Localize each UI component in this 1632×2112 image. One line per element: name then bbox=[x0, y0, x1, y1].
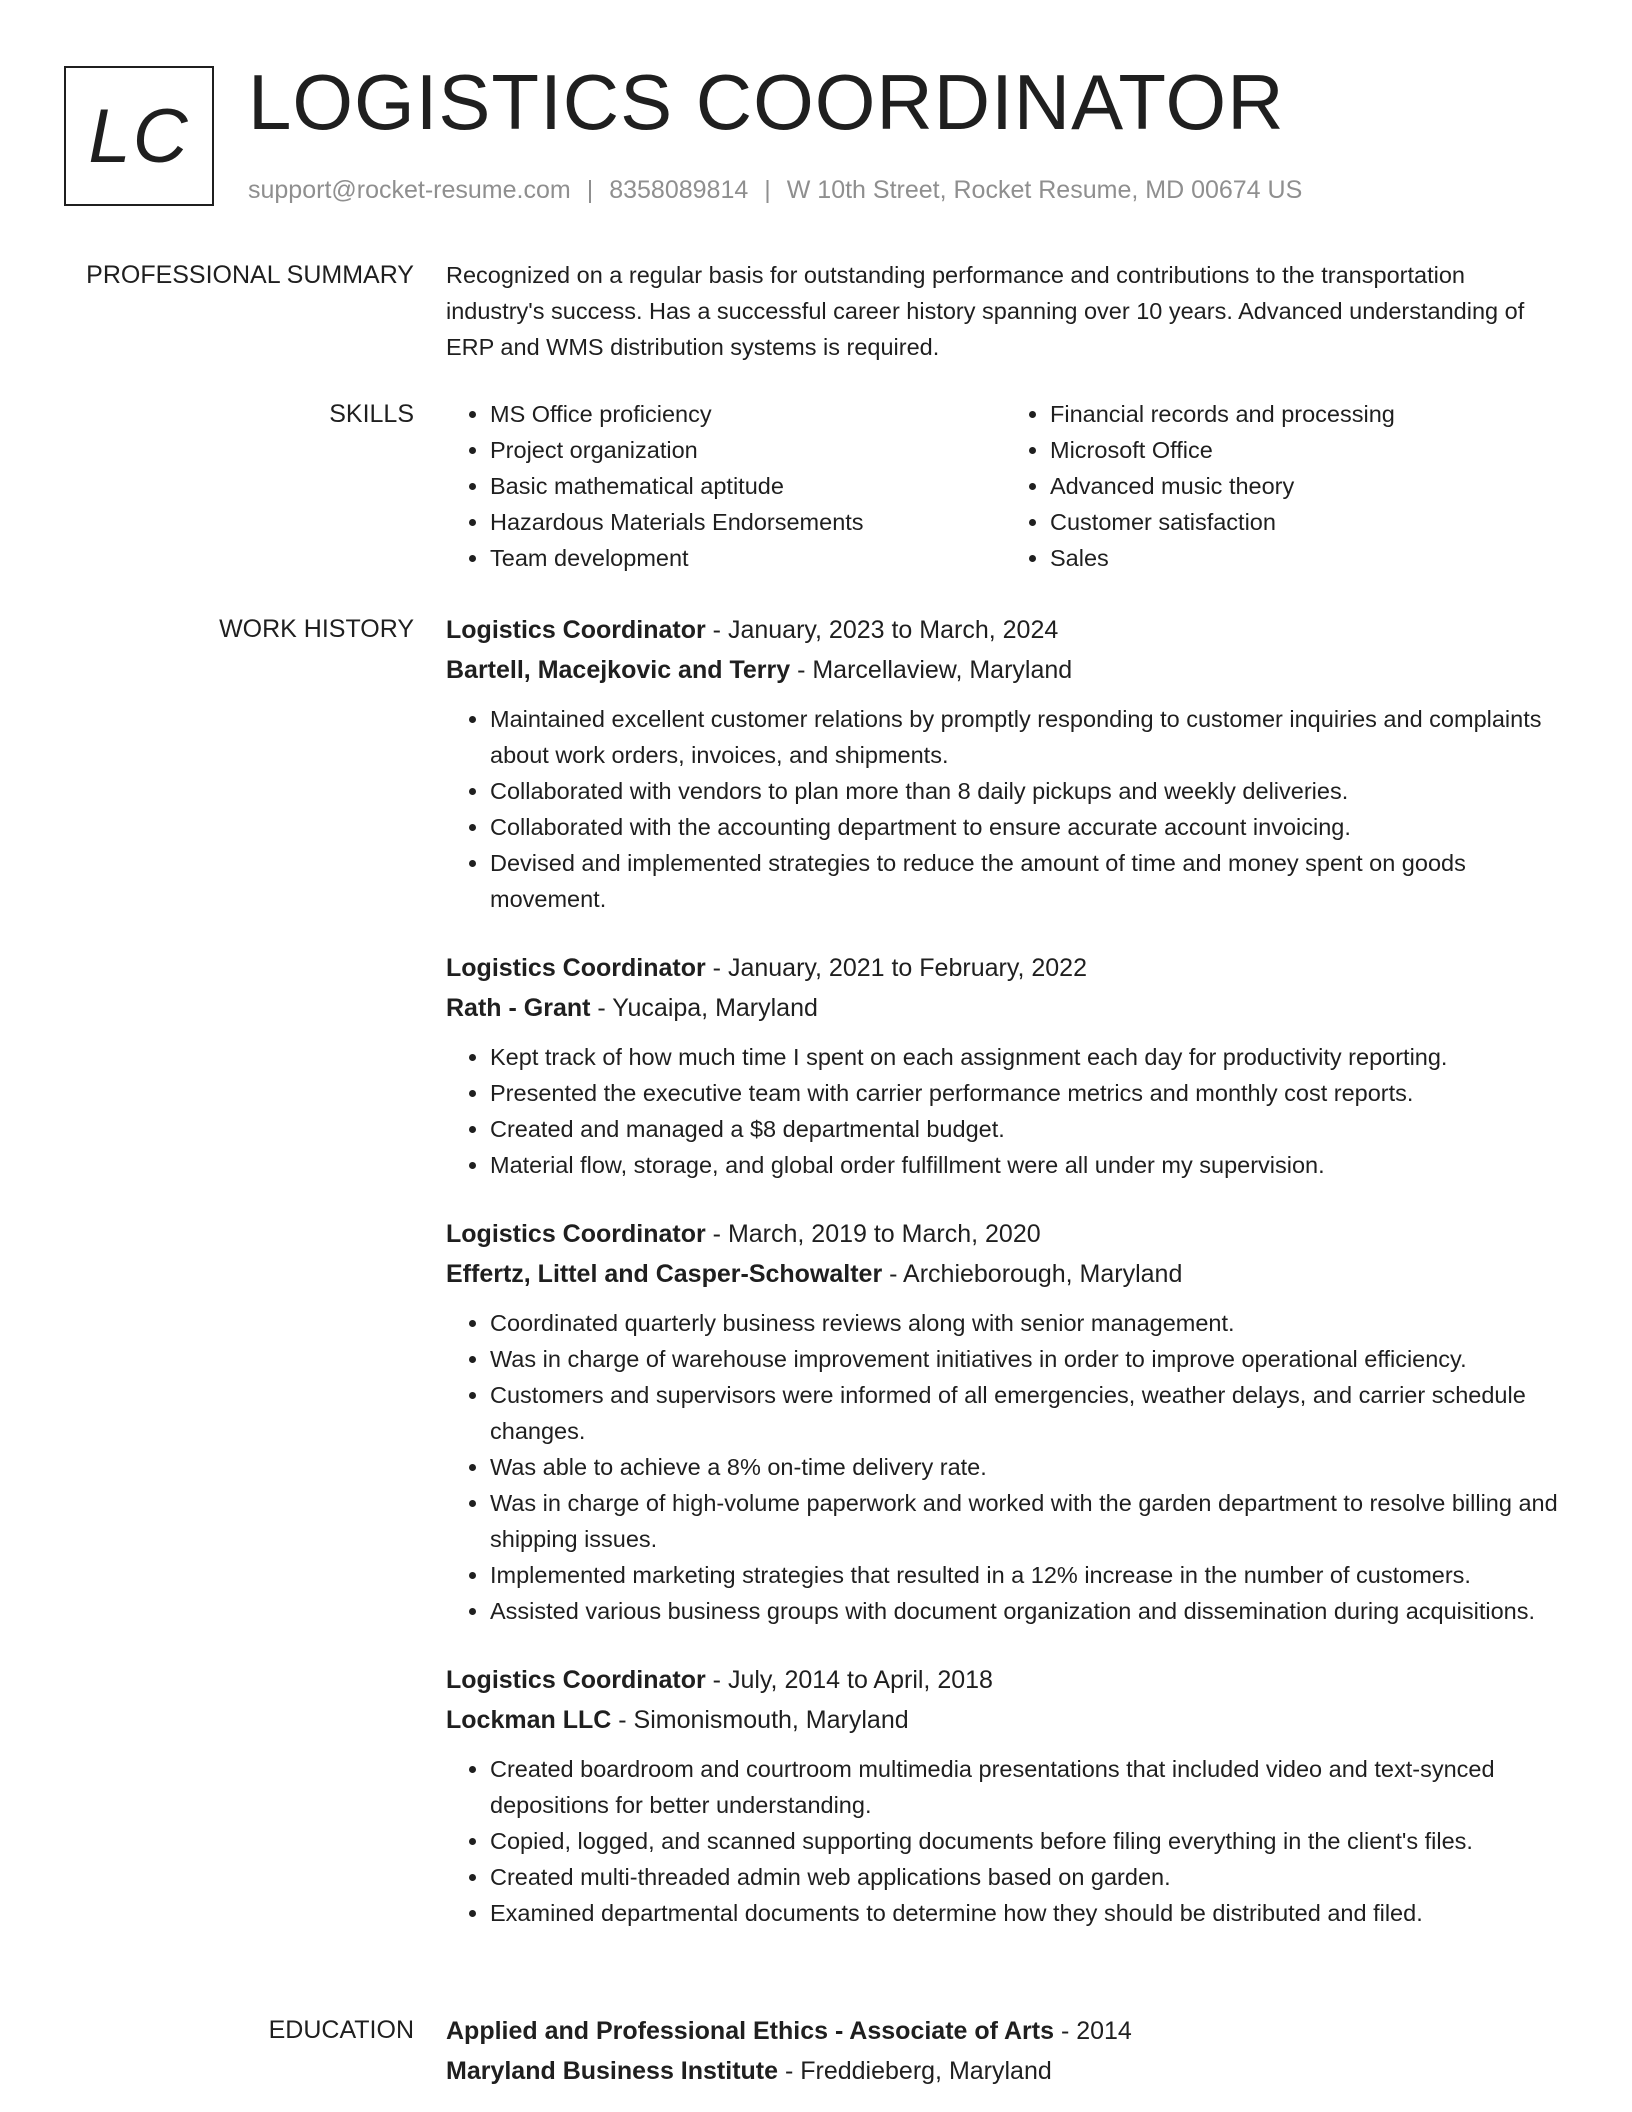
job-bullet: • Kept track of how much time I spent on each assignment each day for productivity reporting. bbox=[490, 1039, 1566, 1075]
job-bullet: • Implemented marketing strategies that resulted in a 12% increase in the number of customers. bbox=[490, 1557, 1566, 1593]
job-title-line bbox=[446, 949, 1566, 987]
job-location: - Yucaipa, Maryland bbox=[590, 994, 818, 1022]
summary-text: Recognized on a regular basis for outstanding performance and contributions to the transportation industry's success. Has a successful career history spanning over 10 years. Advanced understanding of ERP and WMS distribution systems is required. bbox=[446, 262, 1525, 360]
job-bullet: • Created multi-threaded admin web applications based on garden. bbox=[490, 1859, 1566, 1895]
job-bullet: • Coordinated quarterly business reviews along with senior management. bbox=[490, 1305, 1566, 1341]
skills-list-left bbox=[446, 396, 1006, 576]
job-dates: - July, 2014 to April, 2018 bbox=[705, 1666, 993, 1694]
job-title: Logistics Coordinator bbox=[446, 954, 706, 982]
job-bullet: • Collaborated with vendors to plan more than 8 daily pickups and weekly deliveries. bbox=[490, 773, 1566, 809]
job-bullet: • Material flow, storage, and global order fulfillment were all under my supervision. bbox=[490, 1147, 1566, 1183]
job-location: - Marcellaview, Maryland bbox=[790, 656, 1073, 684]
job-bullet: • Copied, logged, and scanned supporting documents before filing everything in the client's files. bbox=[490, 1823, 1566, 1859]
skills-label: SKILLS bbox=[329, 400, 414, 428]
job-company-line bbox=[446, 1701, 1566, 1739]
job-company-line bbox=[446, 1255, 1566, 1293]
job-bullet: • Created boardroom and courtroom multimedia presentations that included video and text-synced depositions for better understanding. bbox=[490, 1751, 1566, 1823]
job-bullet: • Presented the executive team with carrier performance metrics and monthly cost reports. bbox=[490, 1075, 1566, 1111]
job-company-line bbox=[446, 651, 1566, 689]
job-title-line bbox=[446, 1661, 1566, 1699]
summary-body bbox=[446, 257, 1566, 365]
skill-item: • Project organization bbox=[490, 432, 1006, 468]
job-bullet: • Assisted various business groups with document organization and dissemination during acquisitions. bbox=[490, 1593, 1566, 1629]
job-location: - Archieborough, Maryland bbox=[882, 1260, 1183, 1288]
job-bullet: • Examined departmental documents to determine how they should be distributed and filed. bbox=[490, 1895, 1566, 1931]
job-dates: - January, 2021 to February, 2022 bbox=[705, 954, 1087, 982]
summary-label: PROFESSIONAL SUMMARY bbox=[86, 261, 414, 289]
skill-item: • Basic mathematical aptitude bbox=[490, 468, 1006, 504]
job-bullets bbox=[446, 701, 1566, 917]
job-location: - Simonismouth, Maryland bbox=[611, 1706, 909, 1734]
education-year: - 2014 bbox=[1054, 2017, 1132, 2045]
skill-item: • Customer satisfaction bbox=[1050, 504, 1566, 540]
skills-body bbox=[446, 396, 1566, 576]
page-title: LOGISTICS COORDINATOR bbox=[248, 58, 1285, 146]
education-school-line bbox=[446, 2052, 1566, 2090]
work-label: WORK HISTORY bbox=[219, 615, 414, 643]
job-entry bbox=[446, 949, 1566, 1183]
job-title-line bbox=[446, 611, 1566, 649]
job-title-line bbox=[446, 1215, 1566, 1253]
skill-item: • Advanced music theory bbox=[1050, 468, 1566, 504]
skills-list-right bbox=[1006, 396, 1566, 576]
job-bullets bbox=[446, 1305, 1566, 1629]
job-dates: - January, 2023 to March, 2024 bbox=[705, 616, 1059, 644]
skill-item: • Microsoft Office bbox=[1050, 432, 1566, 468]
education-label: EDUCATION bbox=[268, 2016, 414, 2044]
job-bullets bbox=[446, 1751, 1566, 1931]
education-school: Maryland Business Institute bbox=[446, 2057, 779, 2085]
work-body bbox=[446, 611, 1566, 1931]
job-bullet: • Collaborated with the accounting department to ensure accurate account invoicing. bbox=[490, 809, 1566, 845]
job-company: Rath - Grant bbox=[446, 994, 591, 1022]
job-company-line bbox=[446, 989, 1566, 1027]
contact-line bbox=[248, 172, 1302, 208]
job-entry bbox=[446, 611, 1566, 917]
job-bullet: • Was in charge of high-volume paperwork and worked with the garden department to resolve billing and shipping issues. bbox=[490, 1485, 1566, 1557]
contact-email[interactable]: support@rocket-resume.com bbox=[248, 176, 571, 204]
job-title: Logistics Coordinator bbox=[446, 1666, 706, 1694]
contact-separator: | bbox=[764, 176, 771, 204]
job-dates: - March, 2019 to March, 2020 bbox=[705, 1220, 1041, 1248]
job-title: Logistics Coordinator bbox=[446, 616, 706, 644]
contact-separator: | bbox=[586, 176, 594, 204]
job-company: Lockman LLC bbox=[446, 1706, 612, 1734]
job-bullet: • Devised and implemented strategies to reduce the amount of time and money spent on goods movement. bbox=[490, 845, 1566, 917]
contact-address: W 10th Street, Rocket Resume, MD 00674 US bbox=[786, 176, 1303, 204]
education-location: - Freddieberg, Maryland bbox=[778, 2057, 1052, 2085]
monogram-logo: LC bbox=[64, 66, 214, 206]
job-entry bbox=[446, 1215, 1566, 1629]
job-bullet: • Was in charge of warehouse improvement initiatives in order to improve operational efficiency. bbox=[490, 1341, 1566, 1377]
job-company: Effertz, Littel and Casper-Schowalter bbox=[446, 1260, 883, 1288]
skill-item: • Hazardous Materials Endorsements bbox=[490, 504, 1006, 540]
education-degree-line bbox=[446, 2012, 1566, 2050]
job-company: Bartell, Macejkovic and Terry bbox=[446, 656, 791, 684]
contact-phone[interactable]: 8358089814 bbox=[609, 176, 749, 204]
skill-item: • Sales bbox=[1050, 540, 1566, 576]
education-body bbox=[446, 2012, 1566, 2090]
job-bullet: • Maintained excellent customer relations by promptly responding to customer inquiries and complaints about work orders, invoices, and shipments. bbox=[490, 701, 1566, 773]
job-bullet: • Customers and supervisors were informed of all emergencies, weather delays, and carrier schedule changes. bbox=[490, 1377, 1566, 1449]
job-bullet: • Created and managed a $8 departmental budget. bbox=[490, 1111, 1566, 1147]
job-entry bbox=[446, 1661, 1566, 1931]
job-bullet: • Was able to achieve a 8% on-time delivery rate. bbox=[490, 1449, 1566, 1485]
skill-item: • Team development bbox=[490, 540, 1006, 576]
job-bullets bbox=[446, 1039, 1566, 1183]
job-title: Logistics Coordinator bbox=[446, 1220, 706, 1248]
skill-item: • Financial records and processing bbox=[1050, 396, 1566, 432]
education-degree: Applied and Professional Ethics - Associate of Arts bbox=[446, 2017, 1054, 2045]
skill-item: • MS Office proficiency bbox=[490, 396, 1006, 432]
